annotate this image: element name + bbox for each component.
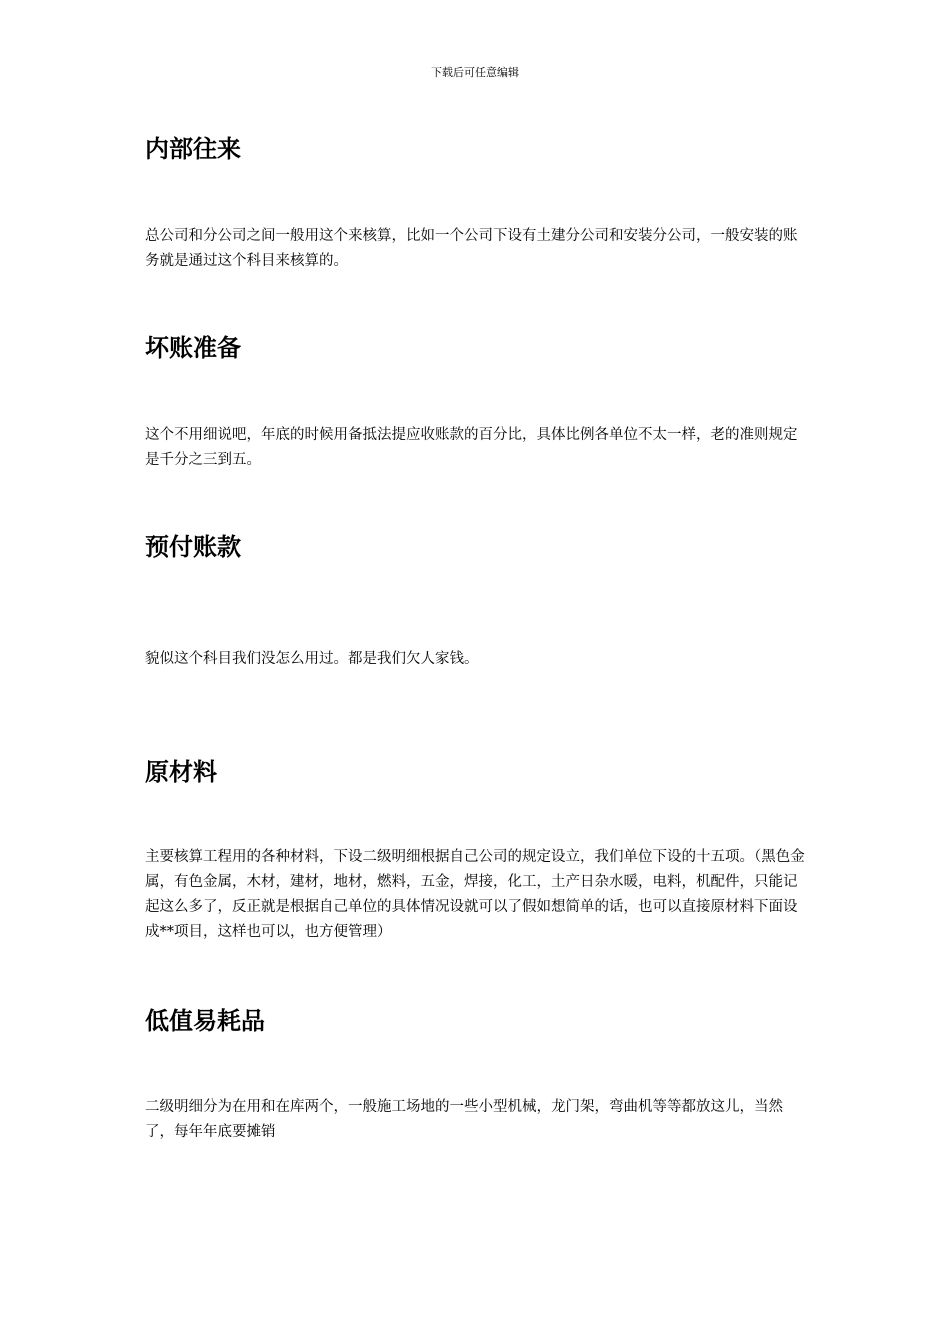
section-prepaid-accounts (145, 531, 810, 667)
section-paragraph: 二级明细分为在用和在库两个，一般施工场地的一些小型机械，龙门架，弯曲机等等都放这儿，当然了，每年年底要摊销 (145, 1099, 783, 1140)
section-paragraph: 总公司和分公司之间一般用这个来核算，比如一个公司下设有土建分公司和安装分公司，一般安装的账务就是通过这个科目来核算的。 (145, 228, 798, 269)
section-title: 低值易耗品 (145, 1007, 265, 1035)
section-title: 原材料 (145, 758, 217, 786)
section-paragraph: 主要核算工程用的各种材料，下设二级明细根据自己公司的规定设立，我们单位下设的十五项。（黑色金属，有色金属，木材，建材，地材，燃料，五金，焊接，化工，土产日杂水暖，电料，机配件，只能记起这么多了，反正就是根据自己单位的具体情况设就可以了假如想简单的话，也可以直接原材料下面设成**项目，这样也可以，也方便管理） (145, 849, 805, 940)
section-paragraph: 貌似这个科目我们没怎么用过。都是我们欠人家钱。 (145, 651, 479, 667)
section-title: 预付账款 (145, 533, 241, 561)
section-paragraph: 这个不用细说吧，年底的时候用备抵法提应收账款的百分比，具体比例各单位不太一样，老的准则规定是千分之三到五。 (145, 427, 798, 468)
section-bad-debt-provision (145, 332, 810, 468)
section-raw-materials (145, 756, 810, 940)
section-internal-transactions (145, 133, 810, 269)
section-low-value-consumables (145, 1005, 810, 1140)
header-note: 下载后可任意编辑 (431, 66, 519, 79)
section-title: 内部往来 (145, 135, 241, 163)
section-title: 坏账准备 (145, 334, 241, 362)
